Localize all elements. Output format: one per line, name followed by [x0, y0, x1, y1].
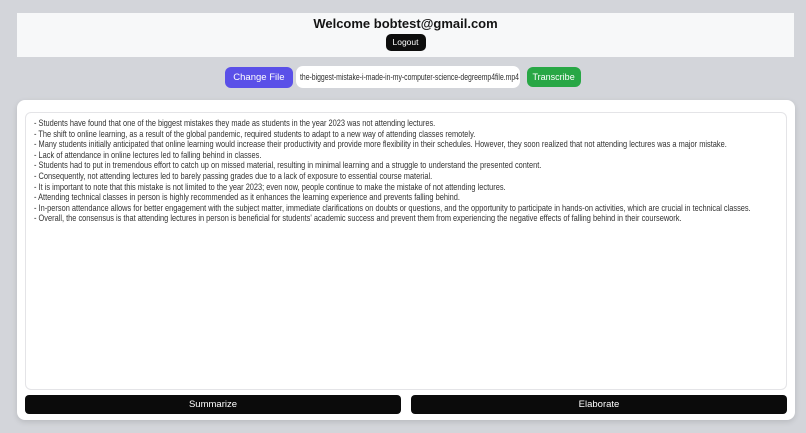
- transcript-line: - Students have found that one of the biggest mistakes they made as students in the year 2023 was not attending lectures.: [34, 118, 436, 129]
- file-name-input[interactable]: [296, 66, 520, 88]
- logout-button[interactable]: Logout: [386, 34, 426, 51]
- actions-row: [25, 395, 787, 414]
- header-bar: [17, 13, 794, 57]
- transcript-line: - Consequently, not attending lectures led to barely passing grades due to a lack of exposure to essential course material.: [34, 170, 433, 182]
- welcome-text: Welcome bobtest@gmail.com: [313, 16, 498, 31]
- file-name-text: the-biggest-mistake-i-made-in-my-computer-science-degreemp4file.mp4: [299, 71, 519, 83]
- main-card: [17, 100, 795, 420]
- summarize-button[interactable]: Summarize: [25, 395, 401, 414]
- elaborate-button[interactable]: Elaborate: [411, 395, 787, 414]
- transcribe-button[interactable]: Transcribe: [527, 67, 581, 87]
- transcript-line: - Attending technical classes in person is highly recommended as it enhances the learning experience and prevents falling behind.: [34, 192, 460, 204]
- transcript-line: - In-person attendance allows for better engagement with the subject matter, immediate clarifications on doubts or questions, and the opportunity to participate in hands-on activities, which are crucial in technical classes.: [34, 202, 751, 214]
- transcript-line: - It is important to note that this mistake is not limited to the year 2023; even now, people continue to make the mistake of not attending lectures.: [34, 181, 506, 193]
- transcript-line: - The shift to online learning, as a result of the global pandemic, required students to adapt to a new way of attending classes remotely.: [34, 128, 476, 140]
- transcript-text: [34, 119, 778, 225]
- transcript-line: - Many students initially anticipated that online learning would increase their productivity and provide more flexibility in their schedules. However, they soon realized that not attending lectures was a major mistake.: [34, 139, 727, 151]
- transcript-line: - Lack of attendance in online lectures led to falling behind in classes.: [34, 149, 262, 161]
- file-row: [0, 66, 806, 88]
- transcript-line: - Overall, the consensus is that attending lectures in person is beneficial for students' academic success and prevent them from experiencing the negative effects of falling behind in their coursework.: [34, 213, 682, 225]
- transcript-line: - Students had to put in tremendous effort to catch up on missed material, resulting in minimal learning and a struggle to understand the presented content.: [34, 160, 542, 172]
- transcript-panel[interactable]: [25, 112, 787, 390]
- change-file-button[interactable]: Change File: [225, 67, 292, 88]
